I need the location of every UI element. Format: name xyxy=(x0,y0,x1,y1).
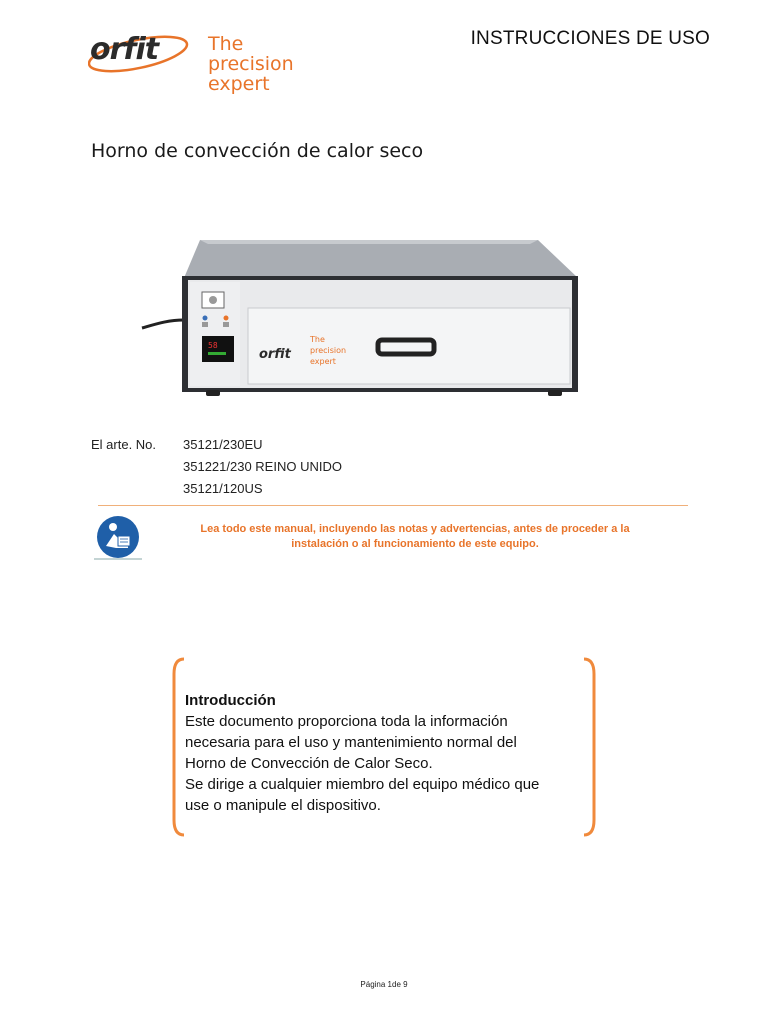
drawer-logo-tagline: The xyxy=(310,335,325,344)
page-title: Horno de convección de calor seco xyxy=(91,140,424,162)
drawer-logo-tagline: precision xyxy=(310,346,347,355)
document-type: INSTRUCCIONES DE USO xyxy=(470,28,710,49)
read-manual-icon xyxy=(94,516,142,560)
warning-line: instalación o al funcionamiento de este equipo. xyxy=(291,538,539,550)
warning-line: Lea todo este manual, incluyendo las notas y advertencias, antes de proceder a la xyxy=(200,523,630,535)
oven-product-image xyxy=(138,236,588,400)
logo-tagline-line: The xyxy=(208,33,244,55)
intro-heading: Introducción xyxy=(185,692,276,709)
drawer-logo-tagline: expert xyxy=(310,357,336,366)
article-number: 35121/120US xyxy=(183,481,263,496)
controller-display: 58 xyxy=(208,341,218,350)
drawer-logo-word: orfit xyxy=(259,347,291,362)
intro-line: Este documento proporciona toda la información xyxy=(185,713,508,730)
intro-line: necesaria para el uso y mantenimiento normal del xyxy=(185,734,517,751)
warning-note xyxy=(165,522,665,552)
divider xyxy=(98,505,688,506)
oven-illustration xyxy=(138,236,588,400)
article-number: 351221/230 REINO UNIDO xyxy=(183,459,342,474)
intro-body xyxy=(185,711,585,816)
article-number-label: El arte. No. xyxy=(91,437,157,452)
orfit-logo xyxy=(88,30,318,102)
logo-tagline xyxy=(208,34,294,94)
logo-tagline-line: expert xyxy=(208,73,270,95)
page-number: Página 1de 9 xyxy=(360,980,408,989)
article-number: 35121/230EU xyxy=(183,437,263,452)
intro-line: Se dirige a cualquier miembro del equipo médico que xyxy=(185,776,540,793)
logo-word: orfit xyxy=(90,32,159,67)
intro-line: Horno de Convección de Calor Seco. xyxy=(185,755,433,772)
logo-tagline-line: precision xyxy=(208,53,294,75)
intro-line: use o manipule el dispositivo. xyxy=(185,797,381,814)
